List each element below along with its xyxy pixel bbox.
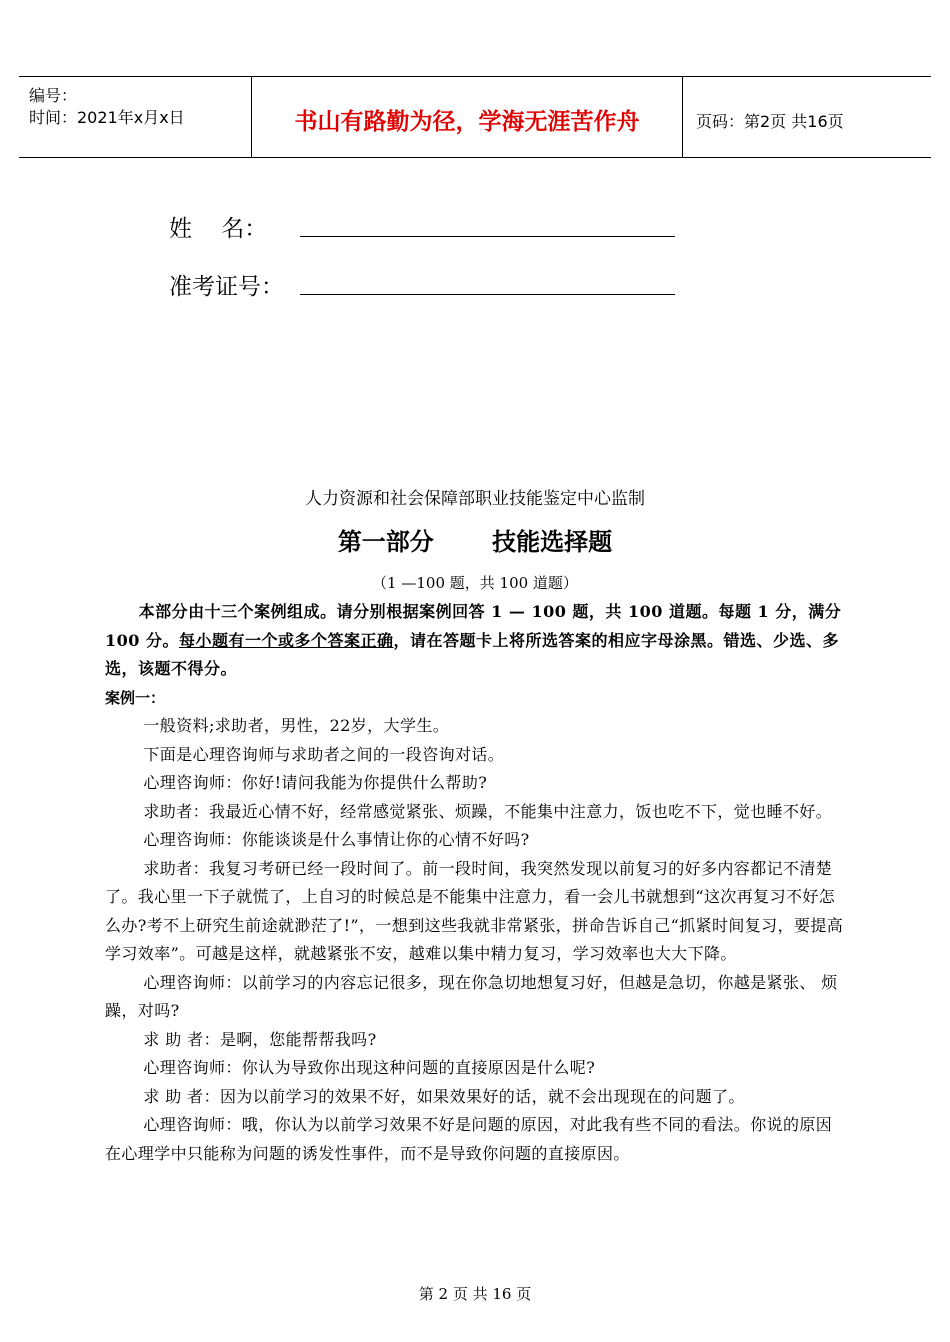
paragraph: 求 助 者：因为以前学习的效果不好，如果效果好的话，就不会出现现在的问题了。 <box>143 1086 745 1106</box>
part-title: 第一部分 技能选择题 <box>337 528 613 556</box>
paragraph: 心理咨询师：你能谈谈是什么事情让你的心情不好吗? <box>143 830 530 849</box>
paragraph: 求助者：我复习考研已经一段时间了。前一段时间，我突然发现以前复习的好多内容都记不清楚了。我心里一下子就慌了，上自习的时候总是不能集中注意力，看一会儿书就想到“这次再复习不好怎么办?考不上研究生前途就渺茫了!”，一想到这些我就非常紧张，拼命告诉自己“抓紧时间复习，要提高学习效率”。可越是这样，就越紧张不安，越难以集中精力复习，学习效率也大大下降。 <box>105 858 844 963</box>
paragraph: 求 助 者：是啊，您能帮帮我吗? <box>143 1029 377 1049</box>
intro-after: ，请在答题卡上将所选答案的相应字母涂黑。错选、少选、多选，该题不得分。 <box>105 630 840 678</box>
exam-id-field[interactable] <box>169 268 299 301</box>
paragraph: 下面是心理咨询师与求助者之间的一段咨询对话。 <box>143 744 505 764</box>
exam-id-label: 准考证号： <box>169 274 284 300</box>
paragraph: 心理咨询师：你好!请问我能为你提供什么帮助? <box>143 773 488 792</box>
header-table <box>19 76 931 158</box>
name-label: 姓 名： <box>169 216 268 242</box>
header-meta-cell <box>19 77 252 157</box>
paragraph: 心理咨询师：以前学习的内容忘记很多，现在你急切地想复习好，但越是急切，你越是紧张、 烦躁，对吗? <box>105 972 838 1020</box>
page-label: 页码：第2页 共16页 <box>696 112 844 131</box>
motto: 书山有路勤为径，学海无涯苦作舟 <box>294 109 640 135</box>
intro-underlined: 每小题有一个或多个答案正确 <box>178 630 394 650</box>
page-footer: 第 2 页 共 16 页 <box>418 1285 532 1303</box>
time-label: 时间：2021年x月x日 <box>29 108 185 127</box>
intro-before: 本部分由十三个案例组成。请分别根据案例回答 1 — 100 题，共 100 道题。每题 1 分，满分 100 分。 <box>105 602 842 650</box>
header-motto-cell <box>252 77 683 157</box>
paragraph: 心理咨询师：哦，你认为以前学习效果不好是问题的原因，对此我有些不同的看法。你说的原因在心理学中只能称为问题的诱发性事件，而不是导致你问题的直接原因。 <box>105 1115 833 1163</box>
exam-id-blank-line[interactable] <box>300 294 675 295</box>
name-field[interactable] <box>169 210 299 243</box>
paragraph: 求助者：我最近心情不好，经常感觉紧张、烦躁，不能集中注意力，饭也吃不下，觉也睡不好。 <box>143 801 833 821</box>
name-blank-line[interactable] <box>300 236 675 237</box>
number-label: 编号： <box>29 86 78 105</box>
header-page-cell <box>683 77 931 157</box>
paragraph: 一般资料;求助者，男性，22岁，大学生。 <box>143 716 450 735</box>
document-body <box>105 598 845 1168</box>
range-note: （1 —100 题，共 100 道题） <box>372 574 578 592</box>
org-line: 人力资源和社会保障部职业技能鉴定中心监制 <box>305 489 645 509</box>
paragraph: 心理咨询师：你认为导致你出现这种问题的直接原因是什么呢? <box>143 1058 596 1077</box>
intro-paragraph <box>105 598 845 684</box>
case-title: 案例一： <box>105 688 166 707</box>
